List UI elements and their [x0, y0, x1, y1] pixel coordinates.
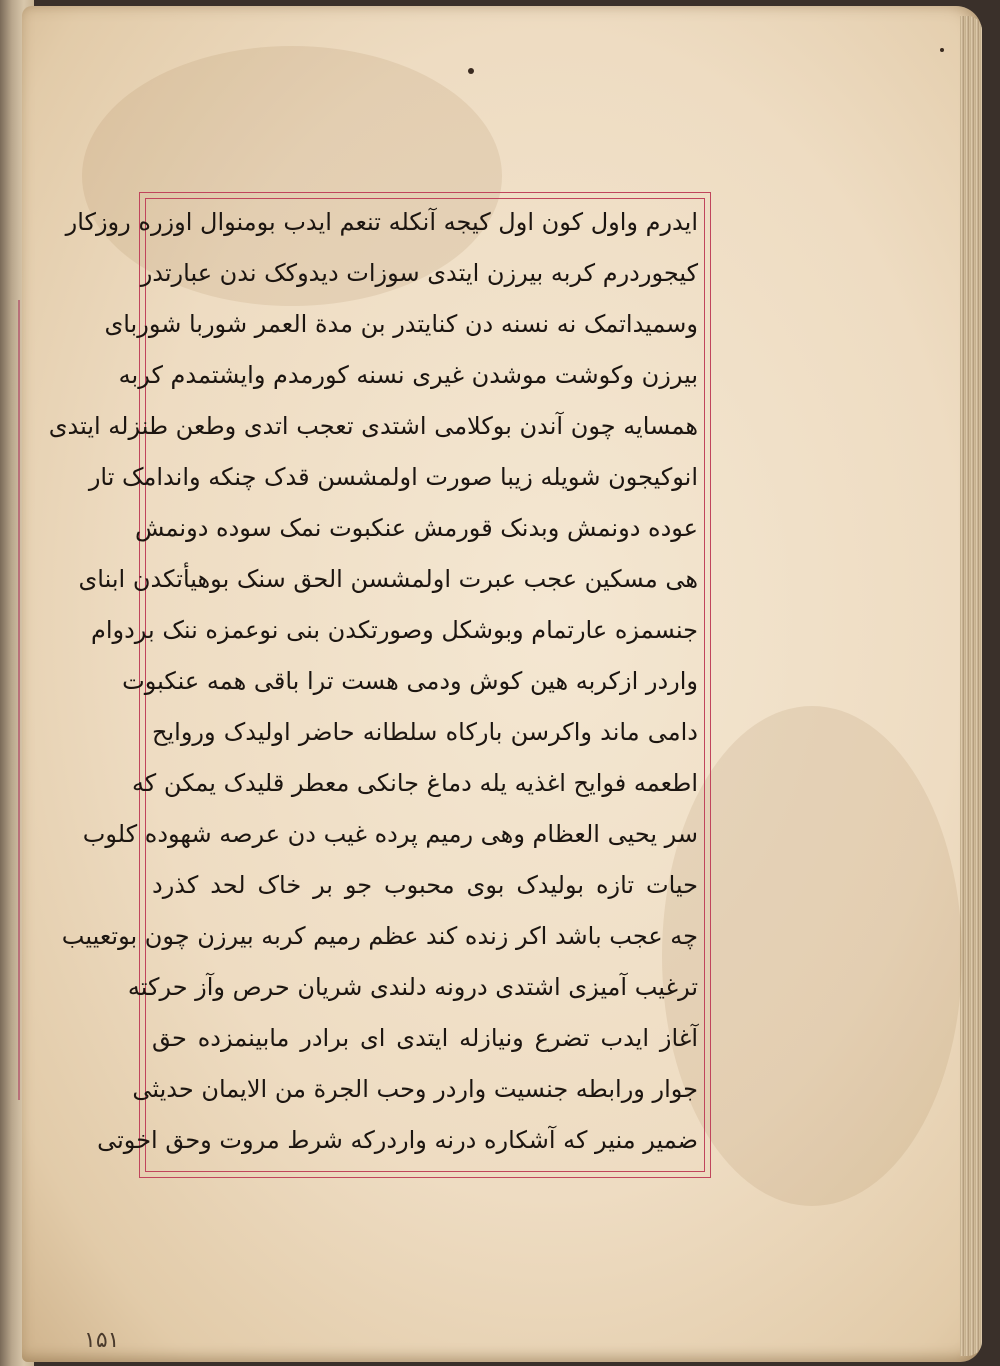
- text-frame: [48, 192, 711, 1178]
- text-line: هی مسکین عجب عبرت اولمشسن الحق سنک بوهیأتکدن ابنای: [78, 565, 698, 593]
- text-line: جنسمزه عارتمام وبوشکل وصورتکدن بنی نوعمزه ننک بردوام: [91, 616, 698, 644]
- text-line: دامی ماند واکرسن بارکاه سلطانه حاضر اولیدک وروایح: [152, 718, 698, 746]
- text-line: بیرزن وکوشت موشدن غیری نسنه کورمدم وایشتمدم کربه: [118, 361, 698, 389]
- text-line: سر یحیی العظام وهی رمیم پرده غیب دن عرصه شهوده کلوب: [82, 820, 698, 848]
- text-line: واردر ازکربه هین کوش ودمی هست ترا باقی همه عنکبوت: [122, 667, 698, 695]
- text-line: عوده دونمش وبدنک قورمش عنکبوت نمک سوده دونمش: [134, 514, 698, 542]
- text-line: وسمیداتمک نه نسنه دن کنایتدر بن مدة العمر شوربا شوربای: [104, 310, 698, 338]
- text-line: کیجوردرم کربه بیرزن ایتدی سوزات دیدوکک ندن عبارتدر: [140, 259, 698, 287]
- previous-leaf-frame-rule: [18, 300, 20, 1100]
- text-line: آغاز ایدب تضرع ونیازله ایتدی ای برادر مابینمزده حق: [152, 1024, 698, 1052]
- text-block: [48, 205, 698, 1165]
- text-line: اطعمه فوایح اغذیه یله دماغ جانکی معطر قلیدک یمکن که: [131, 769, 698, 797]
- text-line: انوکیجون شویله زیبا صورت اولمشسن قدک چنکه واندامک تار: [88, 463, 698, 491]
- text-line: حیات تازه بولیدک بوی محبوب جو بر خاک لحد کذرد: [152, 871, 698, 899]
- text-line: ضمیر منیر که آشکاره درنه واردرکه شرط مروت وحق اخوتی: [97, 1126, 698, 1154]
- folio-number: ۱۵۱: [84, 1328, 120, 1353]
- text-line: ترغیب آمیزی اشتدی درونه دلندی شریان حرص وآز حرکته: [127, 973, 698, 1001]
- text-line: همسایه چون آندن بوکلامی اشتدی تعجب اتدی وطعن طنزله ایتدی: [48, 412, 698, 440]
- page-edges: [960, 16, 982, 1356]
- text-line: جوار ورابطه جنسیت واردر وحب الجرة من الایمان حدیثی: [132, 1075, 698, 1103]
- ink-speck: [940, 48, 944, 52]
- manuscript-page: [22, 6, 982, 1362]
- text-line: چه عجب باشد اکر زنده کند عظم رمیم کربه بیرزن چون بوتعییب: [61, 922, 698, 950]
- ink-speck: [468, 68, 474, 74]
- text-line: ایدرم واول کون اول کیجه آنکله تنعم ایدب بومنوال اوزره روزکار: [65, 208, 698, 236]
